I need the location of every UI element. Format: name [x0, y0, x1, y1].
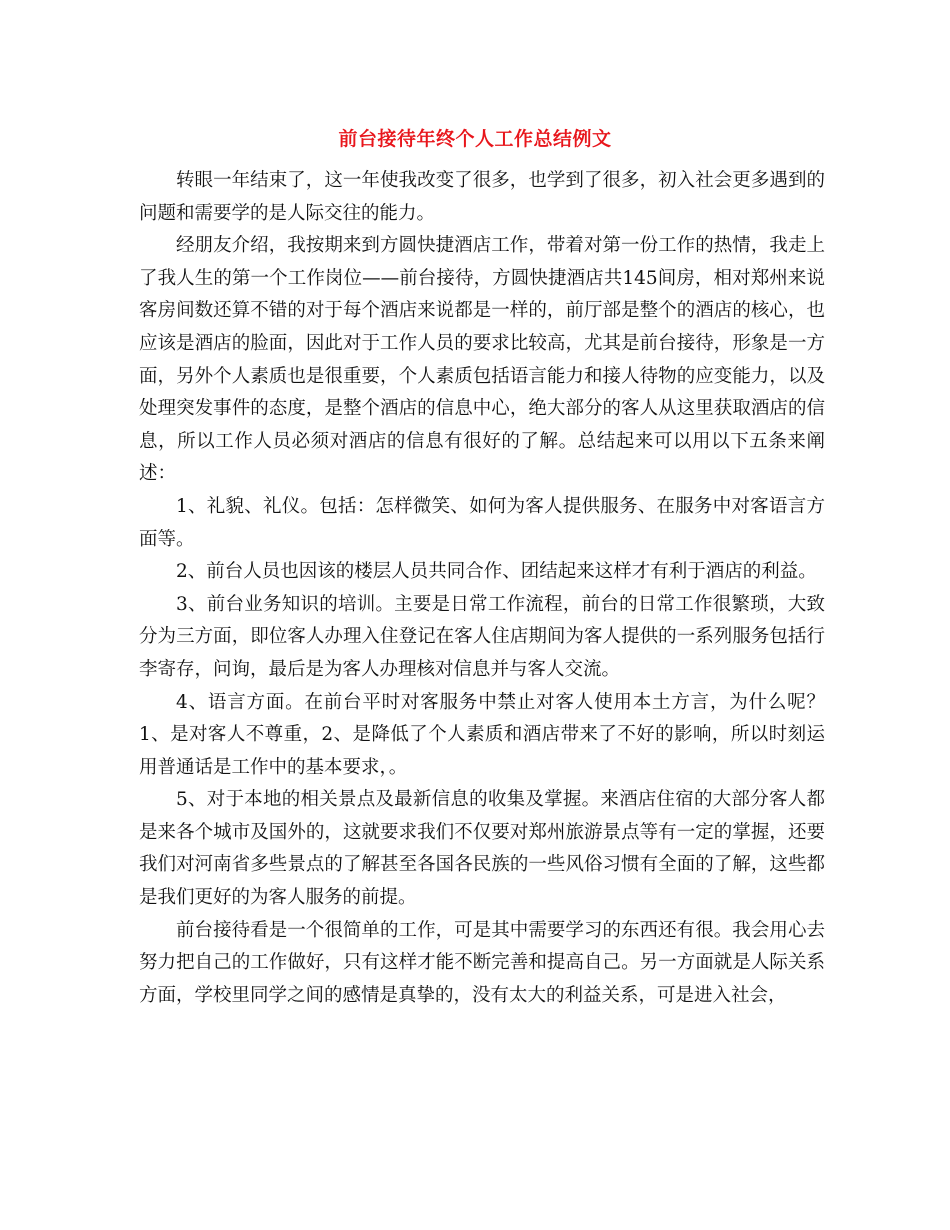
paragraph-intro: 转眼一年结束了，这一年使我改变了很多，也学到了很多，初入社会更多遇到的问题和需要学的是人际交往的能力。 [139, 170, 825, 224]
document-title: 前台接待年终个人工作总结例文 [338, 128, 612, 150]
paragraph-point-4: 4、语言方面。在前台平时对客服务中禁止对客人使用本土方言，为什么呢？1、是对客人不尊重，2、是降低了个人素质和酒店带来了不好的影响，所以时刻运用普通话是工作中的基本要求，。 [139, 691, 825, 778]
paragraph-point-2: 2、前台人员也因该的楼层人员共同合作、团结起来这样才有利于酒店的利益。 [176, 561, 817, 583]
paragraph-point-5: 5、对于本地的相关景点及最新信息的收集及掌握。来酒店住宿的大部分客人都是来各个城市及国外的，这就要求我们不仅要对郑州旅游景点等有一定的掌握，还要我们对河南省多些景点的了解甚至各国各民族的一些风俗习惯有全面的了解，这些都是我们更好的为客人服务的前提。 [139, 789, 825, 909]
paragraph-point-3: 3、前台业务知识的培训。主要是日常工作流程，前台的日常工作很繁琐，大致分为三方面，即位客人办理入住登记在客人住店期间为客人提供的一系列服务包括行李寄存，问询，最后是为客人办理核对信息并与客人交流。 [139, 593, 825, 680]
document-body [139, 165, 825, 1012]
paragraph-background: 经朋友介绍，我按期来到方圆快捷酒店工作，带着对第一份工作的热情，我走上了我人生的第一个工作岗位——前台接待，方圆快捷酒店共145间房，相对郑州来说客房间数还算不错的对于每个酒店来说都是一样的，前厅部是整个的酒店的核心，也应该是酒店的脸面，因此对于工作人员的要求比较高，尤其是前台接待，形象是一方面，另外个人素质也是很重要，个人素质包括语言能力和接人待物的应变能力，以及处理突发事件的态度，是整个酒店的信息中心，绝大部分的客人从这里获取酒店的信息，所以工作人员必须对酒店的信息有很好的了解。总结起来可以用以下五条来阐述： [139, 235, 825, 485]
paragraph-closing: 前台接待看是一个很简单的工作，可是其中需要学习的东西还有很。我会用心去努力把自己的工作做好，只有这样才能不断完善和提高自己。另一方面就是人际关系方面，学校里同学之间的感情是真挚的，没有太大的利益关系，可是进入社会， [139, 919, 825, 1006]
paragraph-point-1: 1、礼貌、礼仪。包括：怎样微笑、如何为客人提供服务、在服务中对客语言方面等。 [139, 495, 825, 550]
